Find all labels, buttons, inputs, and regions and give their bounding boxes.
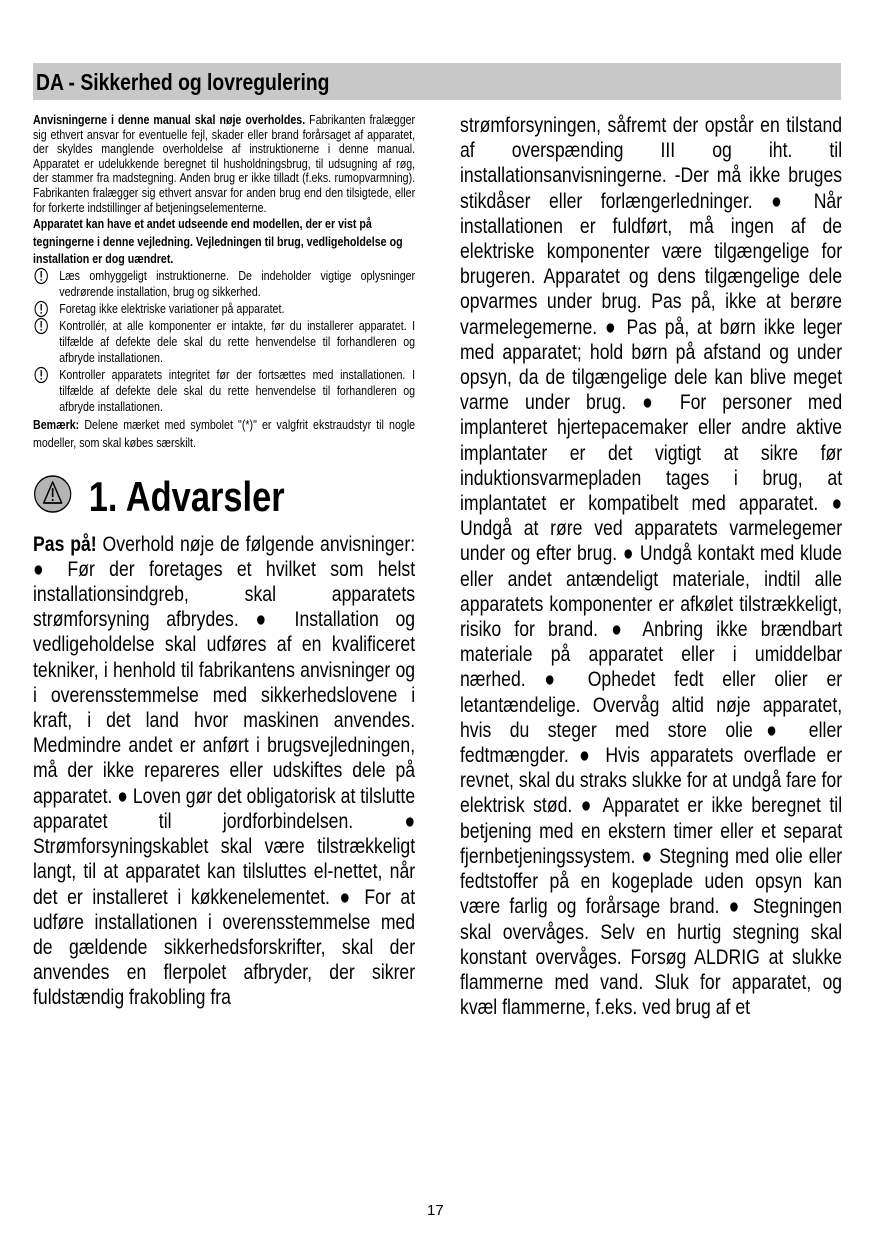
intro-text: Fabrikanten fralægger sig ethvert ansvar for eventuelle fejl, skader eller brand forårsaget af apparatet, der skyldes manglende overholdelse af instruktionerne i denne manual. Apparatet er udelukkende beregnet til husholdningsbrug, til udsugning af røg, der stammer fra madstegning. Anden brug er ikke tilladt (f.eks. rumopvarmning). Fabrikanten fralægger sig ethvert ansvar for anden brug end den tilsigtede, eller for forkerte indstillinger af betjeningselementerne.	[33, 112, 416, 215]
exclamation-circle-icon	[33, 318, 54, 334]
right-column	[460, 113, 842, 1020]
warning-item	[33, 301, 415, 317]
warning-item	[33, 318, 415, 366]
intro-bold-lead: Anvisningerne i denne manual skal nøje overholdes.	[33, 112, 306, 127]
warning-text: Læs omhyggeligt instruktionerne. De indeholder vigtige oplysninger vedrørende installation, brug og sikkerhed.	[59, 267, 416, 299]
body-left-lead: Pas på!	[33, 531, 97, 556]
warning-item	[33, 268, 415, 300]
note-paragraph	[33, 416, 415, 452]
bold-notice: Apparatet kan have et andet udseende end modellen, der er vist på tegningerne i denne vejledning. Vejledningen til brug, vedligeholdelse og installation er dog uændret.	[33, 216, 403, 267]
body-left-paragraph	[33, 532, 415, 1011]
section-heading	[33, 472, 415, 522]
note-text: Delene mærket med symbolet "(*)" er valgfrit ekstraudstyr til nogle modeller, som skal købes særskilt.	[33, 416, 416, 450]
note-label: Bemærk:	[33, 416, 80, 432]
page-number: 17	[427, 1202, 444, 1219]
body-left-text: Overhold nøje de følgende anvisninger: ● Før der foretages et hvilket som helst installationsindgreb, skal apparatets strømforsyning afbrydes. ● Installation og vedligeholdelse skal udføres af en kvalificeret tekniker, i henhold til fabrikantens anvisninger og i overensstemmelse med sikkerhedslovene i kraft, i det land hvor maskinen anvendes. Medmindre andet er anført i brugsvejledningen, må der ikke repareres eller udskiftes dele på apparatet. ● Loven gør det obligatorisk at tilslutte apparatet til jordforbindelsen. ● Strømforsyningskablet skal være tilstrækkeligt langt, til at apparatet kan tilsluttes el-nettet, når det er installeret i køkkenelementet. ● For at udføre installationen i overensstemmelse med de gældende sikkerhedsforskrifter, skal der anvendes en flerpolet afbryder, der sikrer fuldstændig frakobling fra	[33, 531, 416, 1010]
exclamation-circle-icon	[33, 301, 54, 317]
warning-text: Foretag ikke elektriske variationer på apparatet.	[59, 300, 285, 316]
warning-triangle-icon	[33, 474, 72, 519]
warning-text: Kontrollér, at alle komponenter er intakte, før du installerer apparatet. I tilfælde af defekte dele skal du rette henvendelse til forhandleren og afbryde installationen.	[59, 317, 416, 365]
warning-item	[33, 367, 415, 415]
section-header-title: DA - Sikkerhed og lovregulering	[36, 69, 330, 95]
intro-paragraph	[33, 113, 415, 215]
section-header	[33, 63, 841, 100]
exclamation-circle-icon	[33, 268, 54, 284]
body-right-paragraph: strømforsyningen, såfremt der opstår en tilstand af overspænding III og iht. til installationsanvisningerne. -Der må ikke bruges stikdåser eller forlængerledninger. ● Når installationen er fuldført, må ingen af de elektriske komponenter være tilgængelige for brugeren. Apparatet og dens tilgængelige dele opvarmes under brug. Pas på, ikke at berøre varmelegemerne. ● Pas på, at børn ikke leger med apparatet; hold børn på afstand og under opsyn, da de tilgængelige dele kan blive meget varme under brug. ● For personer med implanteret hjertepacemaker eller andre aktive implantater er det vigtigt at sikre før induktionsvarmepladen tages i brug, at implantatet er kompatibelt med apparatet. ● Undgå at røre ved apparatets varmelegemer under og efter brug. ● Undgå kontakt med klude eller andet antændeligt materiale, indtil alle apparatets komponenter er afkølet tilstrækkeligt, risiko for brand. ● Anbring ikke brændbart materiale på apparatet eller i umiddelbar nærhed. ● Ophedet fedt eller olier er letantændelige. Overvåg altid nøje apparatet, hvis du steger med store olie● eller fedtmængder. ● Hvis apparatets overflade er revnet, skal du straks slukke for at undgå fare for elektrisk stød. ● Apparatet er ikke beregnet til betjening med en ekstern timer eller et separat fjernbetjeningssystem. ● Stegning med olie eller fedtstoffer på en kogeplade uden opsyn kan være farlig og forårsage brand. ● Stegningen skal overvåges. Selv en hurtig stegning skal konstant overvåges. Forsøg ALDRIG at slukke flammerne med vand. Sluk for apparatet, og kvæl flammerne, f.eks. ved brug af et	[460, 113, 843, 1020]
section-title: 1. Advarsler	[88, 472, 285, 520]
left-column	[33, 113, 415, 1011]
warning-list	[33, 268, 415, 415]
exclamation-circle-icon	[33, 367, 54, 383]
warning-text: Kontroller apparatets integritet før der fortsættes med installationen. I tilfælde af defekte dele skal du rette henvendelse til forhandleren og afbryde installationen.	[59, 366, 416, 414]
